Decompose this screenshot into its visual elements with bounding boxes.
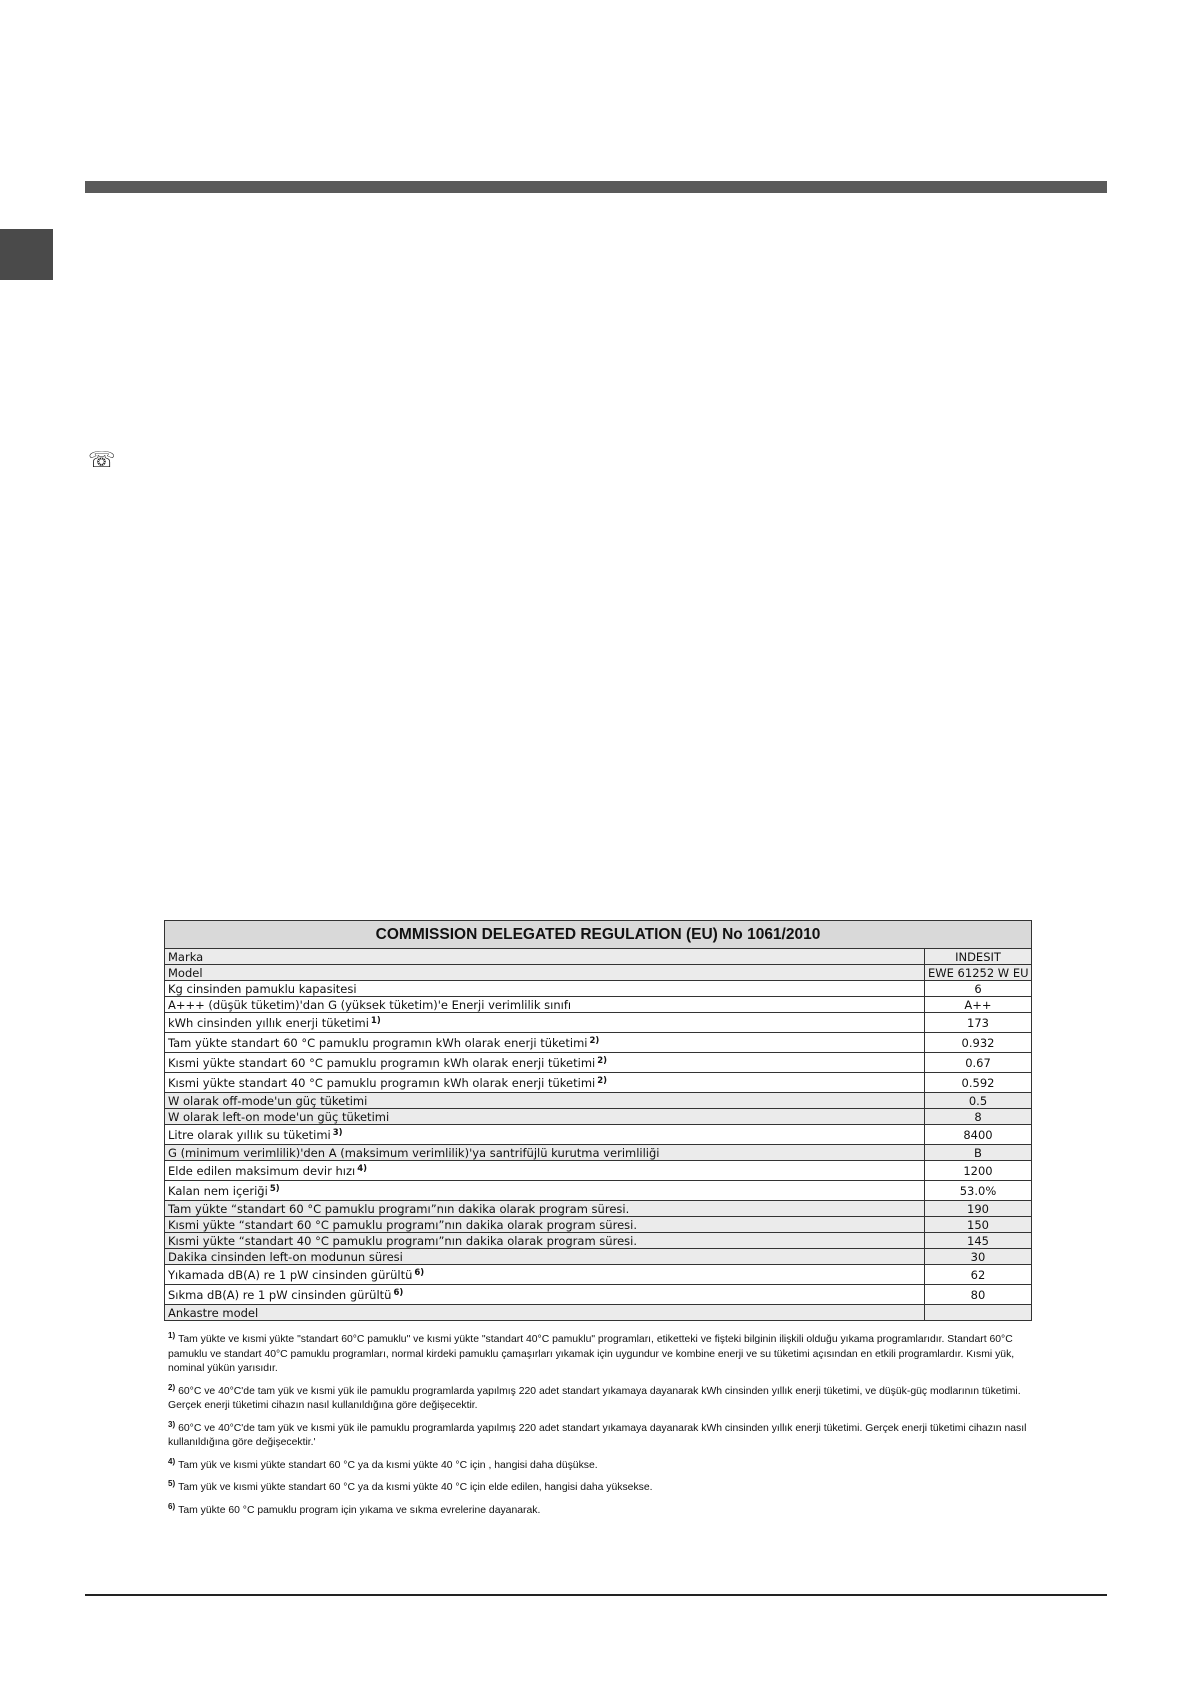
row-label: Elde edilen maksimum devir hızı $^{4)}$ [165,1161,925,1181]
table-row [165,1013,1032,1033]
footnote-mark: 1) [168,1331,176,1340]
row-value: 190 [925,1201,1032,1217]
footnote-text: Tam yük ve kısmi yükte standart 60 °C ya da kısmi yükte 40 °C için , hangisi daha düşükse. [178,1459,598,1471]
table-row [165,1305,1032,1321]
footnote-mark: 2) [168,1382,176,1392]
footnote [168,1419,1028,1451]
row-value: INDESIT [925,949,1032,965]
footnote [168,1333,1028,1377]
row-value: 150 [925,1217,1032,1233]
row-label: G (minimum verimlilik)'den A (maksimum verimlilik)'ya santrifüjlü kurutma verimliliği [165,1145,925,1161]
row-label: Tam yükte “standart 60 °C pamuklu programı”nın dakika olarak program süresi. [165,1201,925,1217]
row-value [925,1305,1032,1321]
footnote [168,1481,1028,1496]
row-label: Kısmi yükte standart 40 °C pamuklu programın kWh olarak enerji tüketimi $^{2)}$ [165,1073,925,1093]
row-label: Dakika cinsinden left-on modunun süresi [165,1249,925,1265]
row-value: 6 [925,981,1032,997]
row-value: EWE 61252 W EU [925,965,1032,981]
row-label: Sıkma dB(A) re 1 pW cinsinden gürültü $^{6)}$ [165,1285,925,1305]
footnote [168,1382,1028,1414]
row-value: 0.932 [925,1033,1032,1053]
table-row [165,1161,1032,1181]
footnote-ref: 2) [589,1035,600,1046]
table-row [165,1249,1032,1265]
row-value: 173 [925,1013,1032,1033]
footnote-ref: 3) [332,1127,343,1138]
row-label: Marka [165,949,925,965]
telephone-icon: ☏ [88,447,116,472]
row-label: Litre olarak yıllık su tüketimi $^{3)}$ [165,1125,925,1145]
row-value: 1200 [925,1161,1032,1181]
footnote-mark: 3) [168,1419,176,1429]
row-label: Kalan nem içeriği $^{5)}$ [165,1181,925,1201]
row-label: A+++ (düşük tüketim)'dan G (yüksek tüketim)'e Enerji verimlilik sınıfı [165,997,925,1013]
header-rule [85,181,1107,193]
table-row [165,997,1032,1013]
footnote-ref: 6) [393,1287,404,1298]
table-row [165,981,1032,997]
regulation-table [164,920,1032,1321]
footnote-ref: 4) [357,1163,368,1174]
footnote-mark: 6) [168,1501,176,1511]
footnote-text: Tam yükte ve kısmi yükte "standart 60°C pamuklu" ve kısmi yükte "standart 40°C pamuklu" programları, etiketteki ve fişteki bilginin ilişkili olduğu yıkama programlarıdır. Standart 60°C pamuklu ve standart 40°C pamuklu programları, normal kirdeki pamuklu çamaşırları yıkamak için uygundur ve kombine enerji ve su tüketimi açısından en etkili programlardır. Kısmi yük, nominal yükün yarısıdır. [168,1334,1015,1374]
footnote-mark: 5) [168,1479,176,1488]
footnote-text: Tam yük ve kısmi yükte standart 60 °C ya da kısmi yükte 40 °C için elde edilen, hangisi daha yüksekse. [178,1482,653,1493]
table-row [165,1145,1032,1161]
row-value: 0.592 [925,1073,1032,1093]
row-label: Model [165,965,925,981]
table-row [165,1109,1032,1125]
row-value: 145 [925,1233,1032,1249]
row-value: A++ [925,997,1032,1013]
row-label: Yıkamada dB(A) re 1 pW cinsinden gürültü $^{6)}$ [165,1265,925,1285]
table-row [165,1285,1032,1305]
table-row [165,1125,1032,1145]
table-row [165,1093,1032,1109]
footnote-ref: 2) [597,1075,608,1086]
row-label: Kısmi yükte standart 60 °C pamuklu programın kWh olarak enerji tüketimi $^{2)}$ [165,1053,925,1073]
row-value: 80 [925,1285,1032,1305]
row-value: B [925,1145,1032,1161]
table-row [165,1233,1032,1249]
footnote-text: 60°C ve 40°C'de tam yük ve kısmi yük ile pamuklu programlarda yapılmış 220 adet standart yıkamaya dayanarak kWh cinsinden yıllık enerji tüketimi, ve düşük-güç modlarının tüketimi. Gerçek enerji tüketimi cihazın nasıl kullanıldığına göre değişecektir. [168,1385,1021,1411]
row-label: Kısmi yükte “standart 60 °C pamuklu programı”nın dakika olarak program süresi. [165,1217,925,1233]
footnote-ref: 6) [414,1267,425,1278]
row-value: 30 [925,1249,1032,1265]
row-label: Ankastre model [165,1305,925,1321]
table-row [165,1217,1032,1233]
footer-rule [85,1594,1107,1596]
table-row [165,1181,1032,1201]
table-row [165,949,1032,965]
row-value: 0.5 [925,1093,1032,1109]
footnote [168,1456,1028,1474]
row-value: 8400 [925,1125,1032,1145]
footnote-text: 60°C ve 40°C'de tam yük ve kısmi yük ile pamuklu programlarda yapılmış 220 adet standart yıkamaya dayanarak kWh cinsinden yıllık enerji tüketimi. Gerçek enerji tüketimi cihazın nasıl kullanıldığına göre değişecektir.' [168,1422,1027,1448]
footnote-ref: 1) [370,1015,381,1026]
table-row [165,1073,1032,1093]
row-label: Kısmi yükte “standart 40 °C pamuklu programı”nın dakika olarak program süresi. [165,1233,925,1249]
row-value: 62 [925,1265,1032,1285]
language-tab-marker [0,229,53,280]
row-value: 8 [925,1109,1032,1125]
table-row [165,1053,1032,1073]
table-row [165,1265,1032,1285]
row-value: 0.67 [925,1053,1032,1073]
row-value: 53.0% [925,1181,1032,1201]
row-label: Kg cinsinden pamuklu kapasitesi [165,981,925,997]
table-row [165,1201,1032,1217]
row-label: Tam yükte standart 60 °C pamuklu programın kWh olarak enerji tüketimi $^{2)}$ [165,1033,925,1053]
row-label: W olarak left-on mode'un güç tüketimi [165,1109,925,1125]
table-row [165,1033,1032,1053]
table-row [165,965,1032,981]
footnote-mark: 4) [168,1456,176,1466]
row-label: kWh cinsinden yıllık enerji tüketimi $^{1)}$ [165,1013,925,1033]
footnote-text: Tam yükte 60 °C pamuklu program için yıkama ve sıkma evrelerine dayanarak. [178,1504,541,1516]
row-label: W olarak off-mode'un güç tüketimi [165,1093,925,1109]
footnotes [168,1333,1028,1526]
table-title: COMMISSION DELEGATED REGULATION (EU) No 1061/2010 [165,921,1032,949]
footnote-ref: 5) [269,1183,280,1194]
footnote-ref: 2) [597,1055,608,1066]
footnote [168,1501,1028,1519]
